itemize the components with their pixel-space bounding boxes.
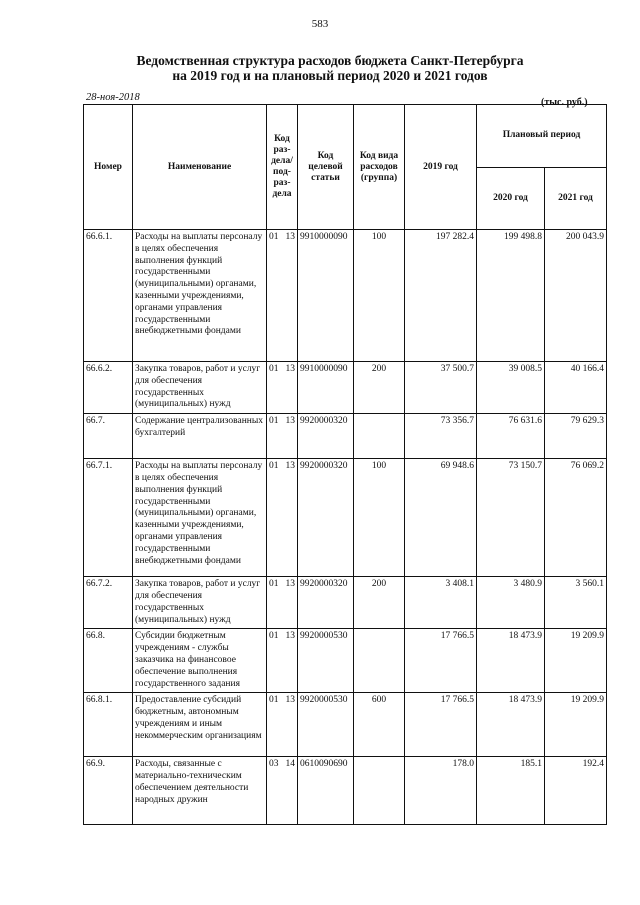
row-subsection: 14: [285, 759, 295, 770]
row-value-2021: 79 629.3: [545, 414, 607, 459]
row-target-code: 9920000320: [298, 414, 354, 459]
row-value-2020: 3 480.9: [477, 577, 545, 629]
row-subsection: 13: [285, 695, 295, 706]
row-section-code: [267, 230, 298, 362]
budget-table: [83, 104, 607, 825]
row-value-2020: 18 473.9: [477, 629, 545, 693]
units-label: (тыс. руб.): [541, 97, 588, 108]
row-name: Закупка товаров, работ и услуг для обеспечения государственных (муниципальных) нужд: [133, 362, 267, 414]
row-value-2020: 39 008.5: [477, 362, 545, 414]
row-section: 01: [269, 461, 279, 472]
row-name: Содержание централизованных бухгалтерий: [133, 414, 267, 459]
row-section-code: [267, 362, 298, 414]
table-row: [84, 757, 607, 825]
row-number: 66.7.: [84, 414, 133, 459]
table-header-row: [84, 105, 607, 168]
row-target-code: 9910000090: [298, 362, 354, 414]
row-subsection: 13: [285, 579, 295, 590]
header-number: Номер: [84, 105, 133, 230]
row-value-2020: 76 631.6: [477, 414, 545, 459]
row-name: Субсидии бюджетным учреждениям - службы заказчика на финансовое обеспечение выполнения государственного задания: [133, 629, 267, 693]
table-row: [84, 230, 607, 362]
row-section-code: [267, 693, 298, 757]
table-row: [84, 362, 607, 414]
row-subsection: 13: [285, 232, 295, 242]
row-subsection: 13: [285, 416, 295, 427]
row-value-2020: 199 498.8: [477, 230, 545, 362]
table-row: [84, 577, 607, 629]
row-number: 66.7.2.: [84, 577, 133, 629]
row-name: Предоставление субсидий бюджетным, автономным учреждениям и иным некоммерческим организациям: [133, 693, 267, 757]
row-section-code: [267, 629, 298, 693]
row-section-code: [267, 459, 298, 577]
row-expense-type: 600: [354, 693, 405, 757]
row-section: 01: [269, 579, 279, 590]
row-subsection: 13: [285, 364, 295, 374]
row-value-2019: 37 500.7: [405, 362, 477, 414]
header-name: Наименование: [133, 105, 267, 230]
row-target-code: 9910000090: [298, 230, 354, 362]
row-section: 01: [269, 364, 279, 374]
header-section-code: Код раз- дела/ под- раз- дела: [267, 105, 298, 230]
page-number: 583: [311, 18, 329, 30]
row-value-2020: 73 150.7: [477, 459, 545, 577]
header-2020: 2020 год: [477, 167, 545, 230]
row-value-2019: 197 282.4: [405, 230, 477, 362]
row-number: 66.6.1.: [84, 230, 133, 362]
row-section: 01: [269, 695, 279, 706]
row-value-2019: 17 766.5: [405, 629, 477, 693]
header-target-code: Код целевой статьи: [298, 105, 354, 230]
row-expense-type: 200: [354, 577, 405, 629]
row-expense-type: [354, 757, 405, 825]
row-section: 03: [269, 759, 279, 770]
row-expense-type: 100: [354, 230, 405, 362]
row-name: Расходы на выплаты персоналу в целях обеспечения выполнения функций государственными (муниципальными) органами, казенными учреждениями, органами управления государственными внебюджетными фондами: [133, 459, 267, 577]
row-value-2021: 192.4: [545, 757, 607, 825]
table-row: [84, 414, 607, 459]
row-value-2019: 17 766.5: [405, 693, 477, 757]
row-value-2021: 3 560.1: [545, 577, 607, 629]
header-2019: 2019 год: [405, 105, 477, 230]
row-section-code: [267, 757, 298, 825]
row-number: 66.8.: [84, 629, 133, 693]
row-subsection: 13: [285, 631, 295, 642]
row-value-2021: 19 209.9: [545, 629, 607, 693]
row-value-2021: 200 043.9: [545, 230, 607, 362]
row-section-code: [267, 577, 298, 629]
row-name: Расходы на выплаты персоналу в целях обеспечения выполнения функций государственными (муниципальными) органами, казенными учреждениями, органами управления государственными внебюджетными фондами: [133, 230, 267, 362]
header-planned-period: Плановый период: [477, 105, 607, 168]
row-expense-type: [354, 414, 405, 459]
row-number: 66.9.: [84, 757, 133, 825]
row-section: 01: [269, 232, 279, 242]
row-value-2021: 40 166.4: [545, 362, 607, 414]
table-row: [84, 629, 607, 693]
table-row: [84, 459, 607, 577]
row-value-2019: 178.0: [405, 757, 477, 825]
row-expense-type: 100: [354, 459, 405, 577]
document-title-line-1: Ведомственная структура расходов бюджета Санкт-Петербурга: [136, 53, 524, 68]
row-section-code: [267, 414, 298, 459]
document-title-line-2: на 2019 год и на плановый период 2020 и 2021 годов: [172, 68, 488, 83]
row-expense-type: 200: [354, 362, 405, 414]
row-value-2021: 19 209.9: [545, 693, 607, 757]
row-number: 66.6.2.: [84, 362, 133, 414]
header-expense-type: Код вида расходов (группа): [354, 105, 405, 230]
row-subsection: 13: [285, 461, 295, 472]
row-number: 66.7.1.: [84, 459, 133, 577]
row-number: 66.8.1.: [84, 693, 133, 757]
row-target-code: 9920000530: [298, 629, 354, 693]
row-value-2019: 73 356.7: [405, 414, 477, 459]
row-value-2021: 76 069.2: [545, 459, 607, 577]
row-value-2020: 185.1: [477, 757, 545, 825]
table-row: [84, 693, 607, 757]
row-value-2020: 18 473.9: [477, 693, 545, 757]
row-value-2019: 3 408.1: [405, 577, 477, 629]
document-title: [80, 53, 580, 83]
row-section: 01: [269, 631, 279, 642]
row-target-code: 0610090690: [298, 757, 354, 825]
row-section: 01: [269, 416, 279, 427]
row-target-code: 9920000320: [298, 459, 354, 577]
row-target-code: 9920000530: [298, 693, 354, 757]
row-name: Закупка товаров, работ и услуг для обеспечения государственных (муниципальных) нужд: [133, 577, 267, 629]
header-2021: 2021 год: [545, 167, 607, 230]
row-name: Расходы, связанные с материально-техническим обеспечением деятельности народных дружин: [133, 757, 267, 825]
document-date: 28-ноя-2018: [86, 92, 140, 103]
row-expense-type: [354, 629, 405, 693]
row-target-code: 9920000320: [298, 577, 354, 629]
row-value-2019: 69 948.6: [405, 459, 477, 577]
